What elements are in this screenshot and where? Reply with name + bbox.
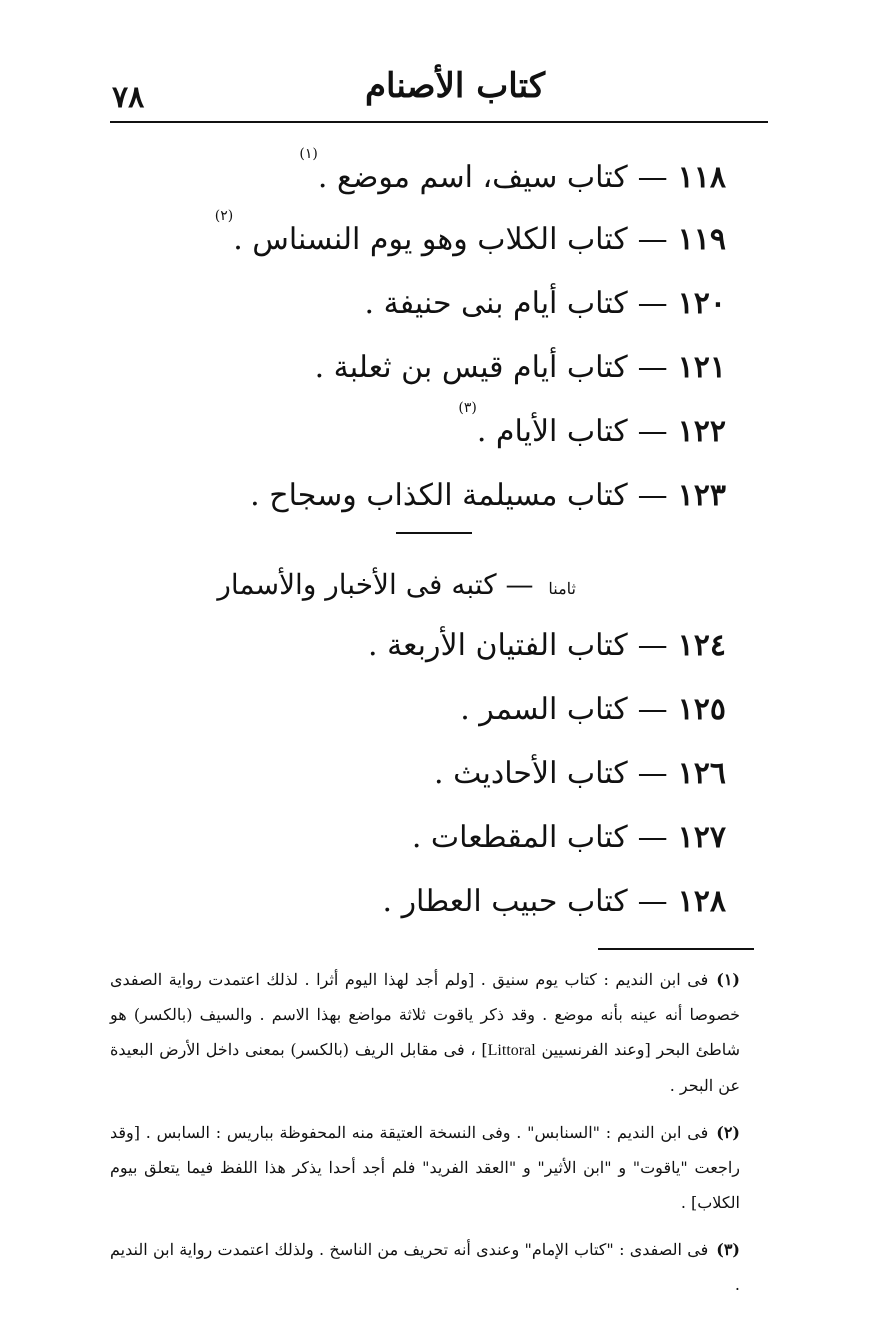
entry-number: ١٢٠ [677,286,726,321]
list-item [214,208,726,257]
footnote-text: فى ابن النديم : "السنابس" . وفى النسخة العتيقة منه المحفوظة بباريس : السابس . [وقد راجعت "ياقوت" و "ابن الأثير" و "العقد الفريد" فلم أجد أحدا يذكر هذا اللفظ فيما يتعلق بيوم الكلاب] . [110,1123,740,1212]
entry-number: ١٢٨ [677,884,726,919]
entry-text: كتاب الأحاديث . [434,756,628,791]
entry-dash: — [637,884,668,919]
entry-number: ١١٨ [677,160,726,195]
list-item [250,478,726,513]
entry-text: كتاب حبيب العطار . [382,884,628,919]
footnote-text: فى الصفدى : "كتاب الإمام" وعندى أنه تحريف من الناسخ . ولذلك اعتمدت رواية ابن النديم . [110,1240,740,1294]
footnote-mark: (٢) [214,208,234,224]
list-item [368,628,726,663]
list-item [365,286,726,321]
section-title: كتبه فى الأخبار والأسمار [217,568,497,601]
entry-number: ١٢١ [677,350,726,385]
section-ordinal: ثامنا [548,579,576,598]
entry-text: كتاب مسيلمة الكذاب وسجاح . [250,478,628,513]
footnote-mark: (١) [299,146,318,162]
entry-text: كتاب الأيام . [476,414,628,449]
entry-dash: — [637,756,668,791]
page-number: ٧٨ [112,80,145,115]
list-item [412,820,726,855]
entry-text: كتاب السمر . [460,692,628,727]
running-title: كتاب الأصنام [364,66,546,106]
list-item [434,756,726,791]
entry-number: ١١٩ [677,222,726,257]
entry-dash: — [637,628,668,663]
entry-number: ١٢٤ [677,628,726,663]
entry-number: ١٢٢ [677,414,726,449]
footnote-text: فى ابن النديم : كتاب يوم سنيق . [ولم أجد لهذا اليوم أثرا . لذلك اعتمدت رواية الصفدى خصوصا أنه عينه بأنه موضع . وقد ذكر ياقوت ثلاثة مواضع بهذا الاسم . والسيف (بالكسر) هو شاطئ البحر [وعند الفرنسيين [110,970,741,1059]
entry-text: كتاب أيام بنى حنيفة . [364,286,628,321]
entry-dash: — [637,350,668,385]
entry-text: كتاب الكلاب وهو يوم النسناس . [233,222,628,257]
entry-dash: — [637,692,668,727]
footnote-latin-term: Littoral [487,1042,536,1059]
footnote [110,1115,740,1220]
footnote-number: (٢) [716,1123,740,1142]
list-item [458,400,726,449]
entry-dash: — [637,414,668,449]
footnote [110,1232,740,1302]
entry-text: كتاب المقطعات . [411,820,628,855]
entry-dash: — [637,820,668,855]
entry-text: كتاب الفتيان الأربعة . [368,628,628,663]
entry-dash: — [637,222,668,257]
entry-text: كتاب أيام قيس بن ثعلبة . [314,350,628,385]
footnote-mark: (٣) [458,400,477,416]
footnote-number: (٣) [716,1240,740,1259]
section-heading [217,568,576,601]
entry-number: ١٢٧ [677,820,726,855]
header-rule [110,121,768,123]
entry-dash: — [637,286,668,321]
list-item [315,350,726,385]
list-item [383,884,727,919]
section-divider [396,532,472,534]
list-item [460,692,726,727]
footnote-rule [598,948,754,950]
footnotes [110,962,740,1314]
entry-dash: — [496,568,543,601]
entry-text: كتاب سيف، اسم موضع . [317,160,628,195]
list-item [299,146,726,195]
entry-number: ١٢٣ [677,478,726,513]
footnote-number: (١) [716,970,740,989]
footnote [110,962,740,1103]
entry-dash: — [637,478,668,513]
entry-dash: — [637,160,668,195]
entry-number: ١٢٦ [677,756,726,791]
footnote-text: ] ، فى مقابل الريف (بالكسر) بمعنى داخل الأرض البعيدة عن البحر . [110,1040,740,1095]
entry-number: ١٢٥ [677,692,726,727]
